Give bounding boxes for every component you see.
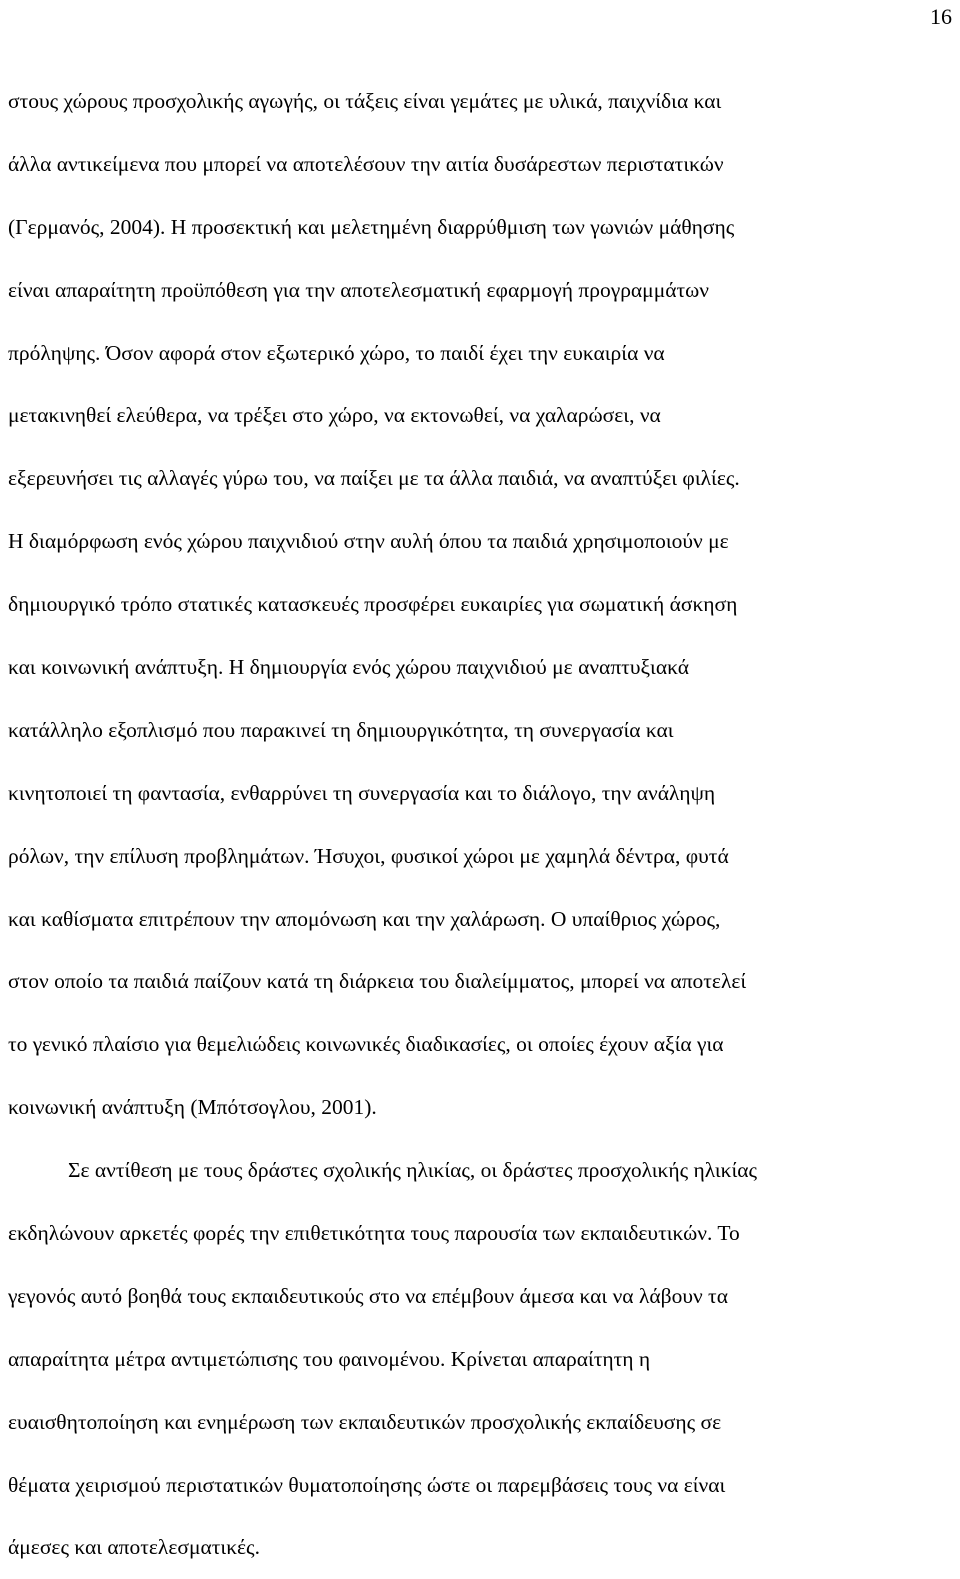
text-line: ρόλων, την επίλυση προβλημάτων. Ήσυχοι, φυσικοί χώροι με χαμηλά δέντρα, φυτά [8, 843, 729, 868]
text-line: ευαισθητοποίηση και ενημέρωση των εκπαιδευτικών προσχολικής εκπαίδευσης σε [8, 1409, 722, 1434]
text-line: Η διαμόρφωση ενός χώρου παιχνιδιού στην αυλή όπου τα παιδιά χρησιμοποιούν με [8, 529, 729, 554]
text-line: δημιουργικό τρόπο στατικές κατασκευές προσφέρει ευκαιρίες για σωματική άσκηση [8, 592, 738, 617]
text-line: γεγονός αυτό βοηθά τους εκπαιδευτικούς στο να επέμβουν άμεσα και να λάβουν τα [8, 1283, 728, 1308]
text-line: είναι απαραίτητη προϋπόθεση για την αποτελεσματική εφαρμογή προγραμμάτων [8, 277, 710, 302]
text-line: στους χώρους προσχολικής αγωγής, οι τάξεις είναι γεμάτες με υλικά, παιχνίδια και [8, 89, 722, 113]
text-line: πρόληψης. Όσον αφορά στον εξωτερικό χώρο, το παιδί έχει την ευκαιρία να [8, 340, 665, 365]
text-line: άλλα αντικείμενα που μπορεί να αποτελέσουν την αιτία δυσάρεστων περιστατικών [8, 151, 724, 176]
text-line: μετακινηθεί ελεύθερα, να τρέξει στο χώρο, να εκτονωθεί, να χαλαρώσει, να [8, 403, 661, 428]
text-line: θέματα χειρισμού περιστατικών θυματοποίησης ώστε οι παρεμβάσεις τους να είναι [8, 1472, 726, 1497]
text-line: απαραίτητα μέτρα αντιμετώπισης του φαινομένου. Κρίνεται απαραίτητη η [8, 1346, 651, 1371]
page-number: 16 [930, 4, 952, 29]
text-line: άμεσες και αποτελεσματικές. [8, 1535, 260, 1560]
text-line: κοινωνική ανάπτυξη (Μπότσογλου, 2001). [8, 1095, 377, 1120]
text-line: Σε αντίθεση με τους δράστες σχολικής ηλικίας, οι δράστες προσχολικής ηλικίας [68, 1158, 758, 1183]
text-line: στον οποίο τα παιδιά παίζουν κατά τη διάρκεια του διαλείμματος, μπορεί να αποτελεί [8, 969, 747, 994]
text-line: εξερευνήσει τις αλλαγές γύρω του, να παίξει με τα άλλα παιδιά, να αναπτύξει φιλίες. [8, 466, 740, 491]
text-line: κατάλληλο εξοπλισμό που παρακινεί τη δημιουργικότητα, τη συνεργασία και [8, 717, 674, 742]
text-line: (Γερμανός, 2004). Η προσεκτική και μελετημένη διαρρύθμιση των γωνιών μάθησης [8, 214, 735, 239]
text-line: το γενικό πλαίσιο για θεμελιώδεις κοινωνικές διαδικασίες, οι οποίες έχουν αξία για [8, 1032, 724, 1057]
text-line: εκδηλώνουν αρκετές φορές την επιθετικότητα τους παρουσία των εκπαιδευτικών. Το [8, 1221, 740, 1246]
body-text [8, 70, 952, 1579]
text-line: και καθίσματα επιτρέπουν την απομόνωση και την χαλάρωση. Ο υπαίθριος χώρος, [8, 906, 721, 931]
text-line: κινητοποιεί τη φαντασία, ενθαρρύνει τη συνεργασία και το διάλογο, την ανάληψη [8, 780, 716, 805]
text-line: και κοινωνική ανάπτυξη. Η δημιουργία ενός χώρου παιχνιδιού με αναπτυξιακά [8, 655, 690, 680]
